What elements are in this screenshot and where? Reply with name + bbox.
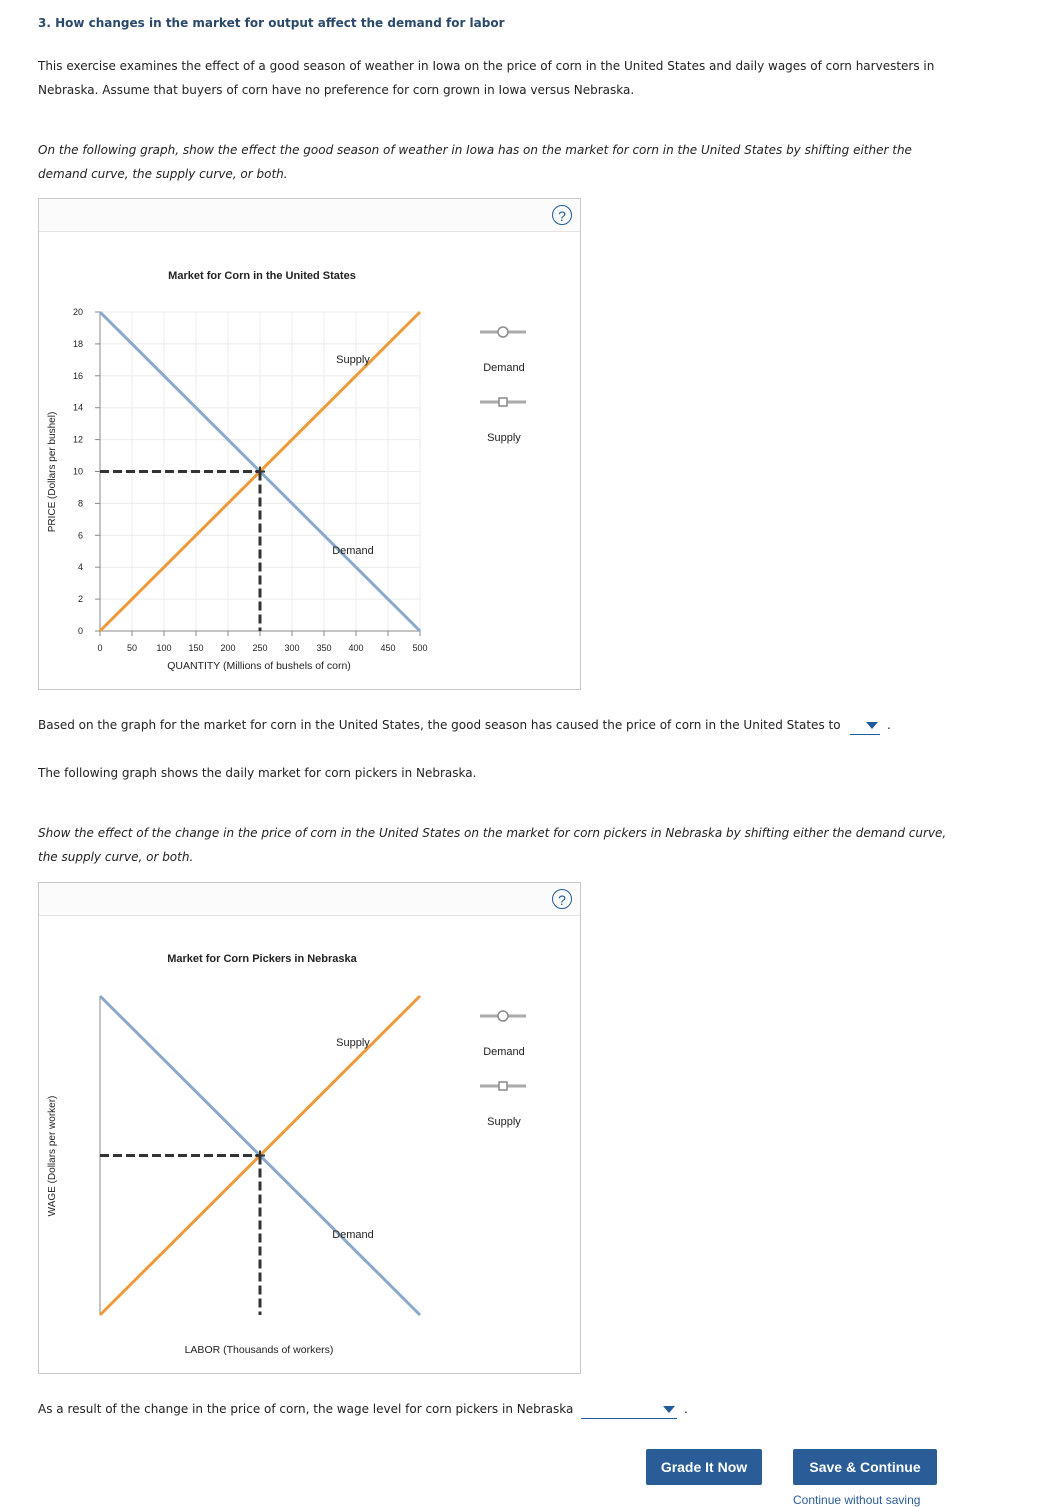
instruction-1-line-1: On the following graph, show the effect the good season of weather in Iowa has on the market for corn in the United States by shifting either the [38, 143, 912, 157]
instruction-2-line-1: Show the effect of the change in the price of corn in the United States on the market for corn pickers in Nebraska by shifting either the demand curve, [38, 826, 947, 840]
question-2-period: . [684, 1402, 688, 1416]
y-axis-label: WAGE (Dollars per worker) [47, 1095, 58, 1217]
y-tick-label: 4 [77, 562, 83, 573]
supply-curve-label: Supply [336, 354, 370, 366]
x-tick-label: 500 [412, 643, 428, 653]
x-tick-label: 450 [380, 643, 396, 653]
corn-market-graph-panel [38, 198, 581, 690]
y-tick-label: 18 [72, 338, 83, 349]
question-heading: 3. How changes in the market for output affect the demand for labor [38, 16, 505, 30]
x-axis-label: QUANTITY (Millions of bushels of corn) [167, 660, 351, 672]
y-tick-label: 0 [77, 626, 83, 636]
corn-pickers-graph-panel [38, 882, 581, 1374]
legend-demand-label: Demand [483, 362, 525, 374]
legend-supply-label: Supply [487, 1116, 521, 1128]
x-axis-label: LABOR (Thousands of workers) [184, 1344, 334, 1356]
legend-supply-tool[interactable] [480, 398, 526, 406]
chevron-down-icon [866, 722, 878, 729]
grade-it-now-button[interactable]: Grade It Now [646, 1449, 762, 1485]
y-tick-label: 16 [72, 370, 83, 381]
chevron-down-icon [663, 1406, 675, 1413]
legend-supply-label: Supply [487, 432, 521, 444]
graph-toolbar [39, 199, 580, 232]
y-tick-label: 12 [72, 434, 83, 445]
intro-line-1: This exercise examines the effect of a good season of weather in Iowa on the price of corn in the United States and daily wages of corn harvesters in [38, 59, 935, 73]
instruction-2-line-2: the supply curve, or both. [38, 850, 194, 864]
x-tick-label: 300 [284, 643, 300, 653]
corn-pickers-graph [39, 916, 580, 1373]
y-tick-label: 14 [72, 402, 83, 413]
corn-market-graph [39, 232, 580, 689]
price-change-dropdown[interactable] [850, 716, 880, 735]
y-tick-label: 10 [72, 466, 83, 477]
demand-curve-label: Demand [332, 1229, 374, 1241]
graph-title: Market for Corn Pickers in Nebraska [167, 953, 357, 965]
x-tick-label: 150 [188, 643, 204, 653]
question-2-text: As a result of the change in the price of corn, the wage level for corn pickers in Nebraska [38, 1402, 574, 1416]
x-tick-label: 50 [126, 643, 138, 653]
following-graph-text: The following graph shows the daily market for corn pickers in Nebraska. [38, 766, 477, 780]
x-tick-label: 350 [316, 643, 332, 653]
question-1-text: Based on the graph for the market for corn in the United States, the good season has caused the price of corn in the United States to [38, 718, 841, 732]
legend-demand-tool[interactable] [480, 327, 526, 337]
y-tick-label: 6 [77, 530, 83, 541]
graph-title: Market for Corn in the United States [168, 270, 356, 282]
wage-change-dropdown[interactable] [581, 1400, 677, 1419]
y-tick-label: 20 [72, 307, 83, 317]
help-icon[interactable]: ? [552, 889, 572, 909]
x-tick-label: 100 [156, 643, 172, 653]
y-tick-label: 8 [77, 498, 83, 509]
supply-curve-label: Supply [336, 1037, 370, 1049]
question-1-period: . [887, 718, 891, 732]
legend-supply-tool[interactable] [480, 1082, 526, 1090]
help-icon[interactable]: ? [552, 205, 572, 225]
y-tick-label: 2 [77, 594, 83, 605]
legend-demand-label: Demand [483, 1046, 525, 1058]
x-tick-label: 200 [220, 643, 236, 653]
x-tick-label: 400 [348, 643, 364, 653]
demand-curve-label: Demand [332, 545, 374, 557]
continue-without-saving-link[interactable]: Continue without saving [793, 1493, 921, 1507]
legend-demand-tool[interactable] [480, 1011, 526, 1021]
x-axis-ticks [97, 631, 427, 653]
instruction-1-line-2: demand curve, the supply curve, or both. [38, 167, 288, 181]
x-tick-label: 250 [252, 643, 268, 653]
y-axis-ticks [73, 307, 100, 636]
intro-line-2: Nebraska. Assume that buyers of corn have no preference for corn grown in Iowa versus Nebraska. [38, 83, 635, 97]
y-axis-label: PRICE (Dollars per bushel) [47, 411, 58, 533]
x-tick-label: 0 [97, 643, 103, 653]
save-continue-button[interactable]: Save & Continue [793, 1449, 937, 1485]
graph-toolbar [39, 883, 580, 916]
